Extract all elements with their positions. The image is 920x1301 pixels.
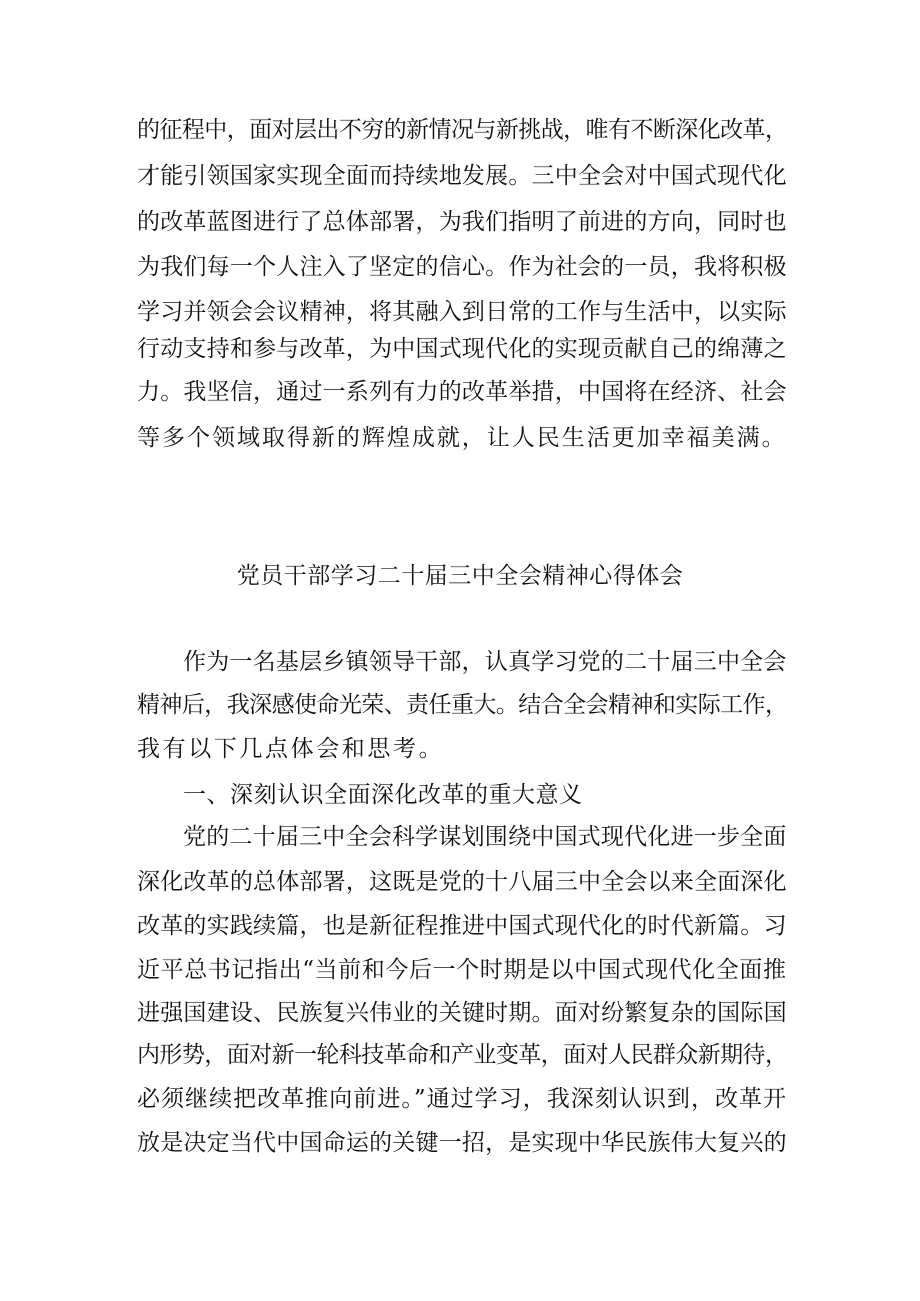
paragraph-3-line: 内形势，面对新一轮科技革命和产业变革，面对人民群众新期待， — [137, 1042, 788, 1068]
paragraph-1-line: 力。我坚信，通过一系列有力的改革举措，中国将在经济、社会 — [137, 379, 787, 405]
paragraph-3-line: 深化改革的总体部署，这既是党的十八届三中全会以来全面深化 — [137, 869, 787, 895]
paragraph-1-line: 的改革蓝图进行了总体部署，为我们指明了前进的方向，同时也 — [137, 209, 787, 235]
section-heading: 一、深刻认识全面深化改革的重大意义 — [183, 782, 583, 808]
paragraph-2-line: 精神后，我深感使命光荣、责任重大。结合全会精神和实际工作， — [137, 692, 788, 718]
paragraph-3-line: 进强国建设、民族复兴伟业的关键时期。面对纷繁复杂的国际国 — [137, 1000, 787, 1026]
paragraph-2-line: 作为一名基层乡镇领导干部，认真学习党的二十届三中全会 — [183, 649, 787, 675]
paragraph-1-line: 行动支持和参与改革，为中国式现代化的实现贡献自己的绵薄之 — [137, 336, 787, 362]
paragraph-3-line: 放是决定当代中国命运的关键一招，是实现中华民族伟大复兴的 — [137, 1130, 787, 1156]
paragraph-3-line: 必须继续把改革推向前进。”通过学习，我深刻认识到，改革开 — [137, 1086, 788, 1112]
paragraph-3-line: 改革的实践续篇，也是新征程推进中国式现代化的时代新篇。习 — [137, 913, 787, 939]
article-title: 党员干部学习二十届三中全会精神心得体会 — [236, 563, 684, 589]
paragraph-2-line: 我有以下几点体会和思考。 — [137, 736, 445, 762]
paragraph-3-line: 近平总书记指出“当前和今后一个时期是以中国式现代化全面推 — [137, 957, 787, 983]
paragraph-1-line: 学习并领会会议精神，将其融入到日常的工作与生活中，以实际 — [137, 299, 787, 325]
paragraph-1-line: 等多个领域取得新的辉煌成就，让人民生活更加幸福美满。 — [137, 425, 787, 451]
paragraph-1-line: 才能引领国家实现全面而持续地发展。三中全会对中国式现代化 — [137, 163, 787, 189]
paragraph-3-line: 党的二十届三中全会科学谋划围绕中国式现代化进一步全面 — [183, 824, 787, 850]
paragraph-1-line: 为我们每一个人注入了坚定的信心。作为社会的一员，我将积极 — [137, 254, 787, 280]
paragraph-1-line: 的征程中，面对层出不穷的新情况与新挑战，唯有不断深化改革， — [137, 117, 788, 143]
